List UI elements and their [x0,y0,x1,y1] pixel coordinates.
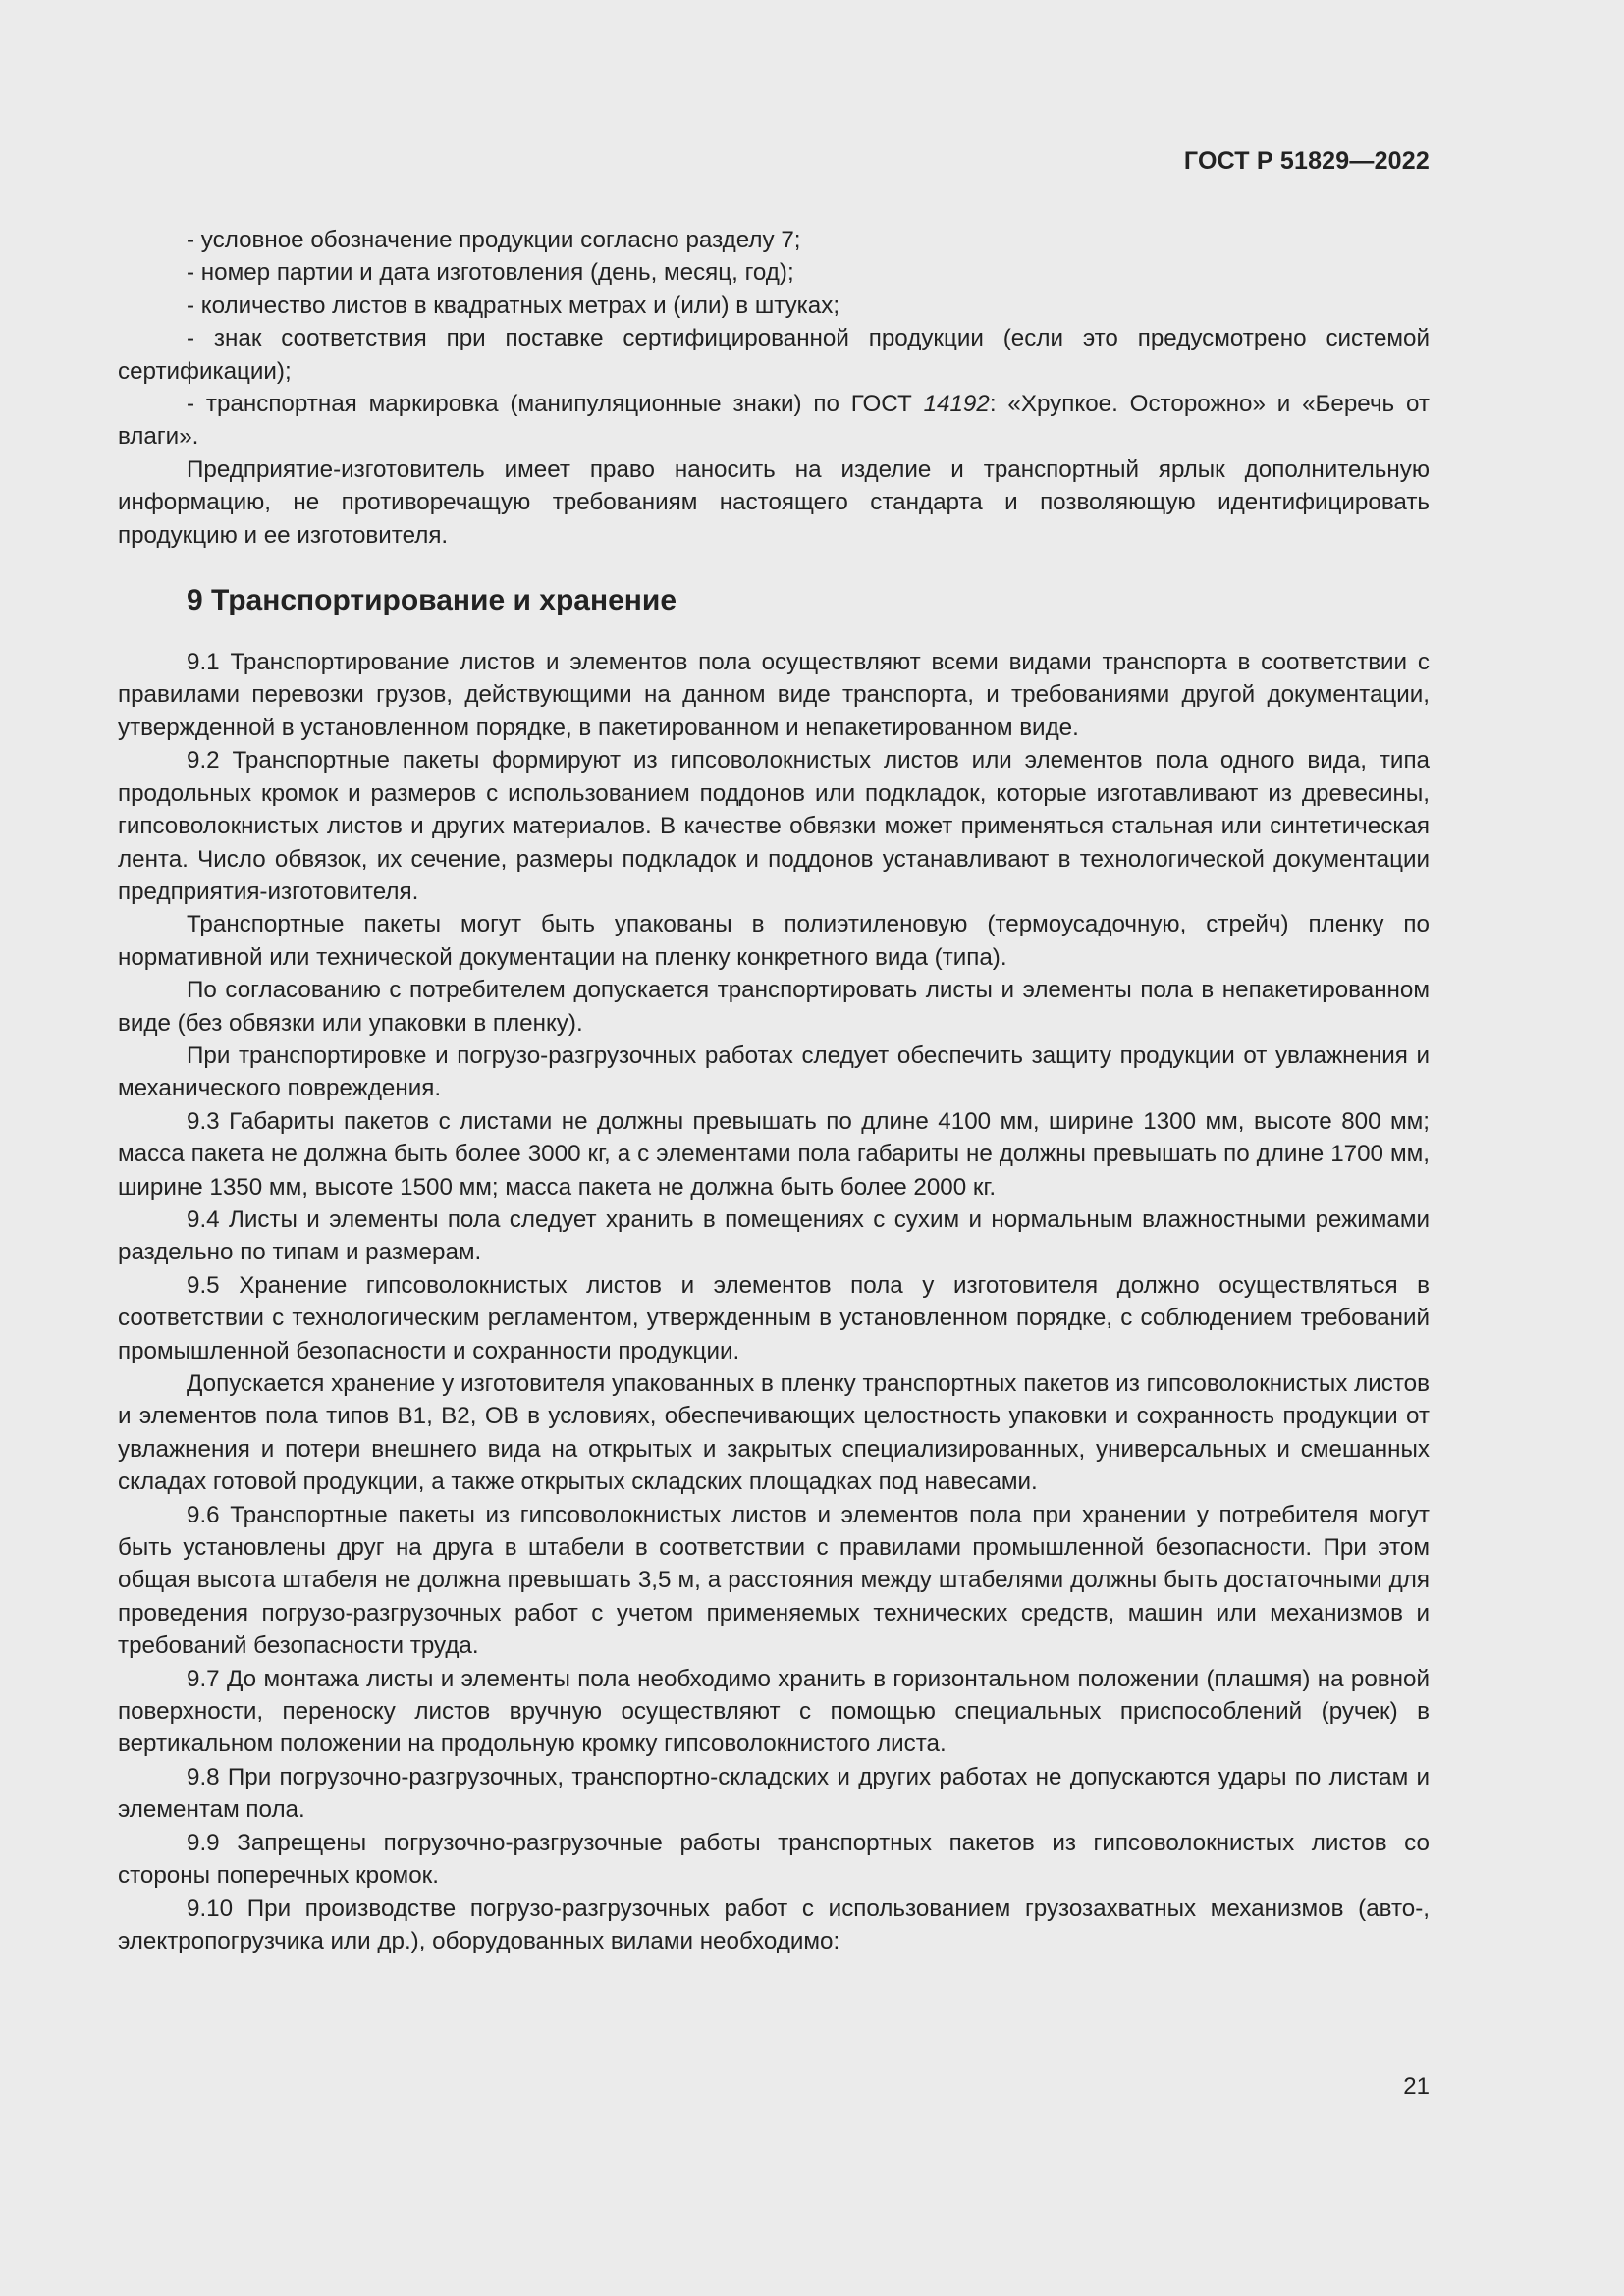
list-item: - количество листов в квадратных метрах и (или) в штуках; [187,292,840,319]
paragraph: 9.3 Габариты пакетов с листами не должны превышать по длине 4100 мм, ширине 1300 мм, высоте 800 мм; масса пакета не должна быть более 3000 кг, а с элементами пола габариты не должны превышать по длине 1700 мм, ширине 1350 мм, высоте 1500 мм; масса пакета не должна быть более 2000 кг. [118,1107,1430,1201]
paragraph: По согласованию с потребителем допускается транспортировать листы и элементы пола в непакетированном виде (без обвязки или упаковки в пленку). [118,977,1430,1037]
paragraph: 9.6 Транспортные пакеты из гипсоволокнистых листов и элементов пола при хранении у потребителя могут быть установлены друг на друга в штабели в соответствии с правилами промышленной безопасности. При этом общая высота штабеля не должна превышать 3,5 м, а расстояния между штабелями должны быть достаточными для проведения погрузо-разгрузочных работ с учетом применяемых технических средств, машин или механизмов и требований безопасности труда. [118,1501,1430,1660]
standard-reference: 14192 [923,391,990,418]
paragraph: 9.10 При производстве погрузо-разгрузочных работ с использованием грузозахватных механизмов (авто-, электропогрузчика или др.), оборудованных вилами необходимо: [118,1895,1430,1954]
paragraph: 9.5 Хранение гипсоволокнистых листов и элементов пола у изготовителя должно осуществляться в соответствии с технологическим регламентом, утвержденным в установленном порядке, с соблюдением требований промышленной безопасности и сохранности продукции. [118,1271,1430,1364]
paragraph: 9.9 Запрещены погрузочно-разгрузочные работы транспортных пакетов из гипсоволокнистых листов со стороны поперечных кромок. [118,1829,1430,1890]
list-item: - условное обозначение продукции согласно разделу 7; [187,227,801,253]
list-item: - номер партии и дата изготовления (день, месяц, год); [187,259,794,287]
list-item-marking [118,388,1430,454]
standard-header: ГОСТ Р 51829—2022 [1183,147,1430,175]
section-heading: 9 Транспортирование и хранение [187,584,677,617]
marking-text-after: : «Хрупкое. Осторожно» и «Беречь от влаги». [118,391,1430,451]
paragraph: Допускается хранение у изготовителя упакованных в пленку транспортных пакетов из гипсоволокнистых листов и элементов пола типов В1, В2, ОВ в условиях, обеспечивающих целостность упаковки и сохранность продукции от увлажнения и потери внешнего вида на открытых и закрытых специализированных, универсальных и смешанных складах готовой продукции, а также открытых складских площадках под навесами. [118,1370,1430,1496]
list-item: - знак соответствия при поставке сертифицированной продукции (если это предусмотрено системой сертификации); [118,325,1430,385]
page-number: 21 [1403,2073,1430,2100]
paragraph: 9.7 До монтажа листы и элементы пола необходимо хранить в горизонтальном положении (плашмя) на ровной поверхности, переноску листов вручную осуществляют с помощью специальных приспособлений (ручек) в вертикальном положении на продольную кромку гипсоволокнистого листа. [118,1665,1430,1758]
paragraph: 9.8 При погрузочно-разгрузочных, транспортно-складских и других работах не допускаются удары по листам и элементам пола. [118,1763,1430,1824]
paragraph: 9.4 Листы и элементы пола следует хранить в помещениях с сухим и нормальным влажностными режимами раздельно по типам и размерам. [118,1205,1430,1266]
paragraph: При транспортировке и погрузо-разгрузочных работах следует обеспечить защиту продукции от увлажнения и механического повреждения. [118,1041,1430,1102]
paragraph: 9.2 Транспортные пакеты формируют из гипсоволокнистых листов или элементов пола одного вида, типа продольных кромок и размеров с использованием поддонов или подкладок, которые изготавливают из древесины, гипсоволокнистых листов и других материалов. В качестве обвязки может применяться стальная или синтетическая лента. Число обвязок, их сечение, размеры подкладок и поддонов устанавливают в технологической документации предприятия-изготовителя. [118,747,1430,905]
paragraph: Транспортные пакеты могут быть упакованы в полиэтиленовую (термоусадочную, стрейч) пленку по нормативной или технической документации на пленку конкретного вида (типа). [118,911,1430,971]
paragraph: Предприятие-изготовитель имеет право наносить на изделие и транспортный ярлык дополнительную информацию, не противоречащую требованиям настоящего стандарта и позволяющую идентифицировать продукцию и ее изготовителя. [118,455,1430,549]
marking-text-before: - транспортная маркировка (манипуляционные знаки) по ГОСТ [187,391,924,418]
document-body [118,224,1430,1957]
paragraph: 9.1 Транспортирование листов и элементов пола осуществляют всеми видами транспорта в соответствии с правилами перевозки грузов, действующими на данном виде транспорта, и требованиями другой документации, утвержденной в установленном порядке, в пакетированном и непакетированном виде. [118,649,1430,741]
